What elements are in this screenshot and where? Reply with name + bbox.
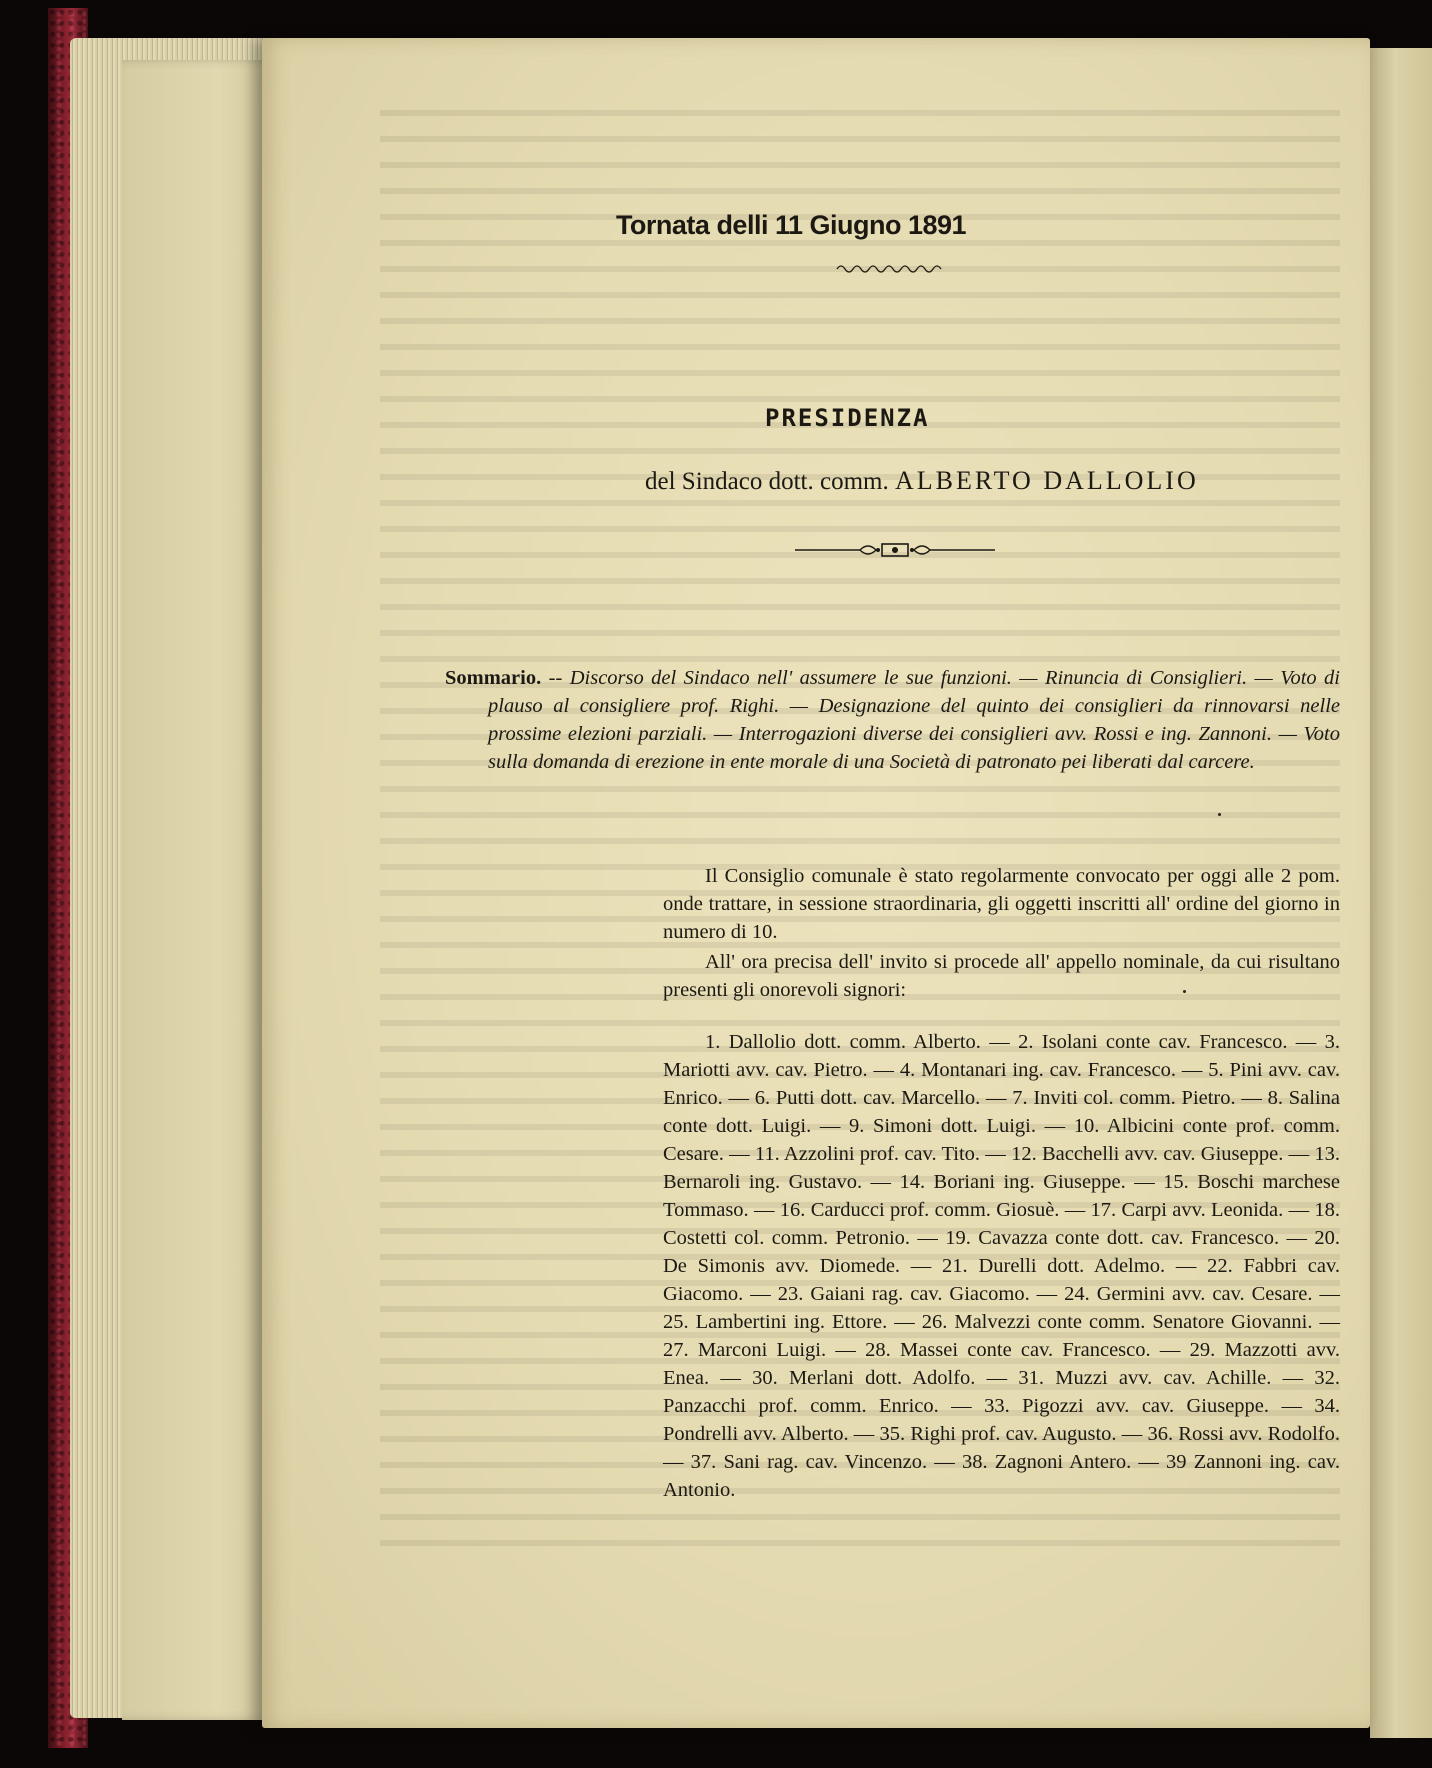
divider-ornament <box>790 538 1000 562</box>
paragraph-roll-call-text: All' ora precisa dell' invito si procede all' appello nominale, da cui risultano presenti gli onorevoli signori: <box>663 951 1340 1001</box>
paragraph-roll-call <box>663 948 1340 1004</box>
session-title: Tornata delli 11 Giugno 1891 <box>615 210 967 240</box>
attendee-list <box>663 1028 1340 1504</box>
paragraph-convocation <box>663 862 1340 946</box>
presidency-prefix: del Sindaco dott. comm. <box>645 468 889 495</box>
facing-page-edge <box>1370 48 1432 1738</box>
summary-block <box>445 664 1340 776</box>
attendee-list-text: 1. Dallolio dott. comm. Alberto. — 2. Isolani conte cav. Francesco. — 3. Mariotti avv. cav. Pietro. — 4. Montanari ing. cav. Francesco. — 5. Pini avv. cav. Enrico. — 6. Putti dott. cav. Marcello. — 7. Inviti col. comm. Pietro. — 8. Salina conte dott. Luigi. — 9. Simoni dott. Luigi. — 10. Albicini conte prof. comm. Cesare. — 11. Azzolini prof. cav. Tito. — 12. Bacchelli avv. cav. Giuseppe. — 13. Bernaroli ing. Gustavo. — 14. Boriani ing. Giuseppe. — 15. Boschi marchese Tommaso. — 16. Carducci prof. comm. Giosuè. — 17. Carpi avv. Leonida. — 18. Costetti col. comm. Petronio. — 19. Cavazza conte dott. cav. Francesco. — 20. De Simonis avv. Diomede. — 21. Durelli dott. Adelmo. — 22. Fabbri cav. Giacomo. — 23. Gaiani rag. cav. Giacomo. — 24. Germini avv. cav. Cesare. — 25. Lambertini ing. Ettore. — 26. Malvezzi conte comm. Senatore Giovanni. — 27. Marconi Luigi. — 28. Massei conte cav. Francesco. — 29. Mazzotti avv. Enea. — 30. Merlani dott. Adolfo. — 31. Muzzi avv. cav. Achille. — 32. Panzacchi prof. comm. Enrico. — 33. Pigozzi avv. cav. Giuseppe. — 34. Pondrelli avv. Alberto. — 35. Righi prof. cav. Augusto. — 36. Rossi avv. Rodolfo. — 37. Sani rag. cav. Vincenzo. — 38. Zagnoni Antero. — 39 Zannoni ing. cav. Antonio. <box>663 1031 1340 1501</box>
underlying-page <box>122 60 282 1720</box>
summary-label: Sommario. <box>445 667 542 689</box>
presidency-line <box>645 466 1199 496</box>
presidency-heading: PRESIDENZA <box>765 404 930 432</box>
paper-speck <box>1218 813 1221 816</box>
summary-text: -- Discorso del Sindaco nell' assumere le sue funzioni. — Rinuncia di Consiglieri. — Voto di plauso al consigliere prof. Righi. — Designazione del quinto dei consiglieri da rinnovarsi nelle prossime elezioni parziali. — Interrogazioni diverse dei consiglieri avv. Rossi e ing. Zannoni. — Voto sulla domanda di erezione in ente morale di una Società di patronato pei liberati dal carcere. <box>488 667 1340 773</box>
paper-speck <box>1183 990 1186 993</box>
title-underline-ornament <box>835 262 945 276</box>
paragraph-convocation-text: Il Consiglio comunale è stato regolarmente convocato per oggi alle 2 pom. onde trattare, in sessione straordinaria, gli oggetti inscritti all' ordine del giorno in numero di 10. <box>663 865 1340 943</box>
mayor-name: ALBERTO DALLOLIO <box>894 466 1199 495</box>
